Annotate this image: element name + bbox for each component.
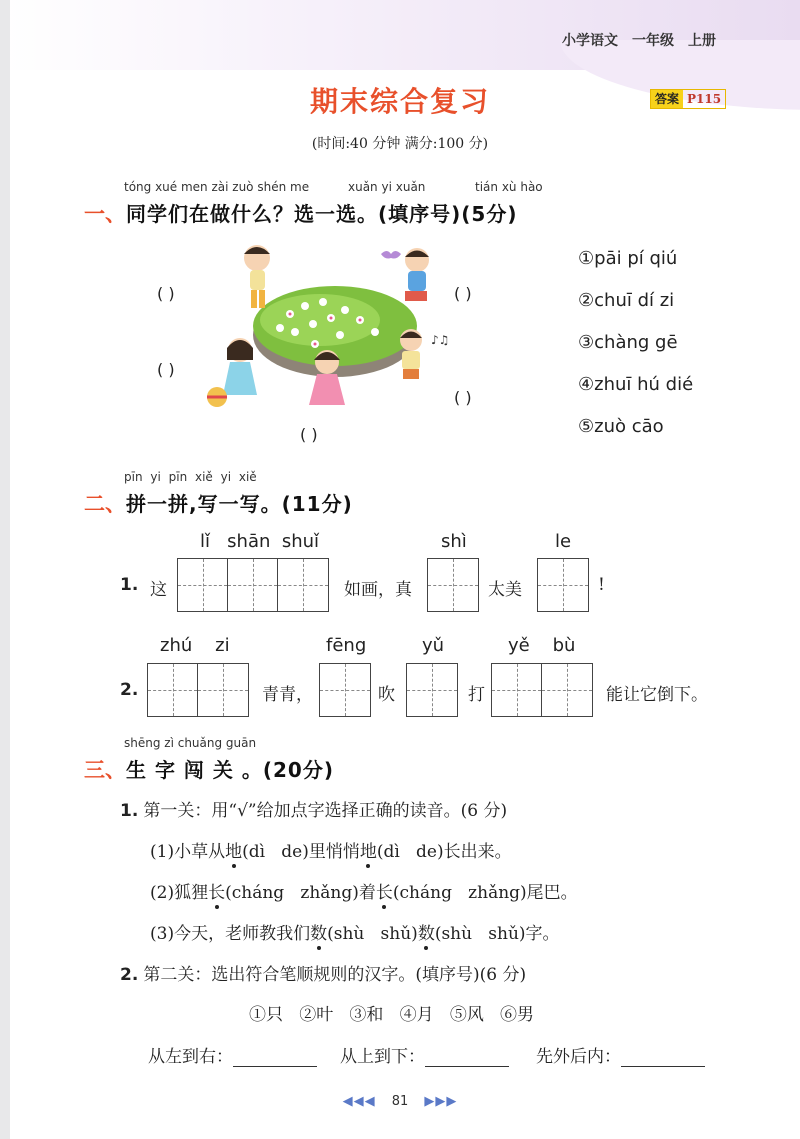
s3-q2-chars: ①只 ②叶 ③和 ④月 ⑤风 ⑥男	[249, 1005, 535, 1025]
q1-pinyin-2: shì	[441, 531, 467, 552]
rule-3-blank[interactable]	[621, 1048, 705, 1067]
s3-q1-line-3	[150, 919, 560, 944]
answer-page: P115	[687, 92, 722, 106]
header-grade: 一年级	[632, 33, 674, 49]
s3-q1-text: 第一关：用“√”给加点字选择正确的读音。(6 分)	[143, 801, 508, 821]
q1-mid-2: 太美	[488, 580, 522, 600]
q2-number: 2.	[120, 680, 139, 700]
q2-grid-3[interactable]	[406, 663, 458, 717]
reading-choice[interactable]: (shù shǔ)	[327, 924, 418, 944]
option-5: ⑤zuò cāo	[578, 416, 664, 437]
answer-bracket-2[interactable]: ( )	[454, 284, 472, 303]
section3-number: 三、	[84, 758, 126, 782]
answer-bracket-4[interactable]: ( )	[454, 388, 472, 407]
dotted-char: 数	[417, 924, 435, 944]
subtitle: (时间:40 分钟 满分:100 分)	[311, 136, 489, 152]
q1-mid-1: 如画，真	[344, 580, 412, 600]
section1-pinyin-1: tóng xué men zài zuò shén me	[124, 180, 310, 194]
reading-choice[interactable]: (shù shǔ)字。	[434, 924, 560, 944]
page-footer	[0, 1094, 800, 1109]
s3-q1-number: 1.	[120, 801, 139, 821]
section3-title: 生 字 闯 关 。(20分)	[126, 758, 334, 782]
answer-bracket-5[interactable]: ( )	[300, 425, 318, 444]
grid-cell[interactable]	[198, 664, 248, 716]
q1-grid-2[interactable]	[427, 558, 479, 612]
reading-choice[interactable]: (cháng zhǎng)尾巴。	[392, 883, 578, 903]
q1-grid-3[interactable]	[537, 558, 589, 612]
dotted-char: 长	[208, 883, 226, 903]
q2-grid-1[interactable]	[147, 663, 249, 717]
grid-cell[interactable]	[178, 559, 228, 611]
rule-1-label: 从左到右：	[148, 1047, 233, 1067]
s3-q1-line-1	[150, 837, 512, 862]
section2-number: 二、	[84, 492, 126, 516]
answer-label: 答案	[651, 90, 683, 108]
children-illustration	[195, 240, 465, 420]
q1-pinyin-3: le	[555, 531, 572, 552]
section1-pinyin-2: xuǎn yi xuǎn	[348, 180, 426, 194]
page-edge	[0, 0, 10, 1139]
answer-bracket-3[interactable]: ( )	[157, 360, 175, 379]
s3-q2-number: 2.	[120, 965, 139, 985]
q2-pinyin-4: yě bù	[508, 635, 576, 656]
reading-choice[interactable]: (dì de)长出来。	[376, 842, 512, 862]
section3-heading	[84, 754, 334, 784]
q2-grid-4[interactable]	[491, 663, 593, 717]
rule-3	[536, 1042, 705, 1067]
header-subject: 小学语文	[562, 33, 618, 49]
q2-end: 能让它倒下。	[606, 685, 708, 705]
section2-heading	[84, 488, 353, 518]
header-term: 上册	[688, 33, 716, 49]
s3-q2-text: 第二关：选出符合笔顺规则的汉字。(填序号)(6 分)	[143, 965, 527, 985]
rule-2-label: 从上到下：	[340, 1047, 425, 1067]
page-title: 期末综合复习	[309, 85, 490, 118]
grid-cell[interactable]	[538, 559, 588, 611]
reading-choice[interactable]: (cháng zhǎng)着	[225, 883, 376, 903]
option-1: ①pāi pí qiú	[578, 248, 678, 269]
q1-grid-1[interactable]	[177, 558, 329, 612]
dotted-char: 地	[225, 842, 243, 862]
q1-pinyin-1: lǐ shān shuǐ	[200, 531, 320, 552]
grid-cell[interactable]	[542, 664, 592, 716]
option-4: ④zhuī hú dié	[578, 374, 694, 395]
next-arrows-icon[interactable]: ▶▶▶	[424, 1094, 458, 1109]
rule-3-label: 先外后内：	[536, 1047, 621, 1067]
dotted-char: 长	[375, 883, 393, 903]
rule-2-blank[interactable]	[425, 1048, 509, 1067]
q1-pre: 这	[150, 580, 167, 600]
q2-mid-3: 打	[468, 685, 485, 705]
section1-heading	[84, 198, 517, 228]
page-number: 81	[391, 1094, 409, 1109]
q2-pinyin-2: fēng	[326, 635, 367, 656]
line-text: (3)今天，老师教我们	[150, 924, 311, 944]
grid-cell[interactable]	[278, 559, 328, 611]
grid-cell[interactable]	[428, 559, 478, 611]
line-text: (2)狐狸	[150, 883, 209, 903]
q2-grid-2[interactable]	[319, 663, 371, 717]
answer-bracket-1[interactable]: ( )	[157, 284, 175, 303]
svg-text:♪♫: ♪♫	[431, 333, 450, 347]
dotted-char: 数	[310, 924, 328, 944]
grid-cell[interactable]	[148, 664, 198, 716]
option-2: ②chuī dí zi	[578, 290, 675, 311]
line-text: (1)小草从	[150, 842, 226, 862]
dotted-char: 地	[359, 842, 377, 862]
grid-cell[interactable]	[407, 664, 457, 716]
section1-pinyin-3: tián xù hào	[475, 180, 543, 194]
prev-arrows-icon[interactable]: ◀◀◀	[342, 1094, 376, 1109]
rule-1-blank[interactable]	[233, 1048, 317, 1067]
s3-q1-line-2	[150, 878, 578, 903]
rule-2	[340, 1042, 509, 1067]
q2-pinyin-1: zhú zi	[160, 635, 230, 656]
option-3: ③chàng gē	[578, 332, 678, 353]
section1-number: 一、	[84, 202, 126, 226]
answer-badge[interactable]	[650, 89, 726, 109]
grid-cell[interactable]	[228, 559, 278, 611]
s3-q1-heading	[120, 796, 507, 821]
grid-cell[interactable]	[492, 664, 542, 716]
q2-mid-2: 吹	[378, 685, 395, 705]
q1-number: 1.	[120, 575, 139, 595]
q2-mid-1: 青青，	[262, 685, 313, 705]
grid-cell[interactable]	[320, 664, 370, 716]
reading-choice[interactable]: (dì de)里悄悄	[242, 842, 360, 862]
rule-1	[148, 1042, 317, 1067]
section2-title: 拼一拼,写一写。(11分)	[126, 492, 353, 516]
section2-pinyin: pīn yi pīn xiě yi xiě	[124, 470, 257, 484]
q2-pinyin-3: yǔ	[422, 635, 445, 656]
section1-title: 同学们在做什么？选一选。(填序号)(5分)	[126, 202, 518, 226]
section3-pinyin: shēng zì chuǎng guān	[124, 736, 257, 750]
s3-q2-heading	[120, 960, 526, 985]
q1-end: !	[598, 575, 605, 595]
